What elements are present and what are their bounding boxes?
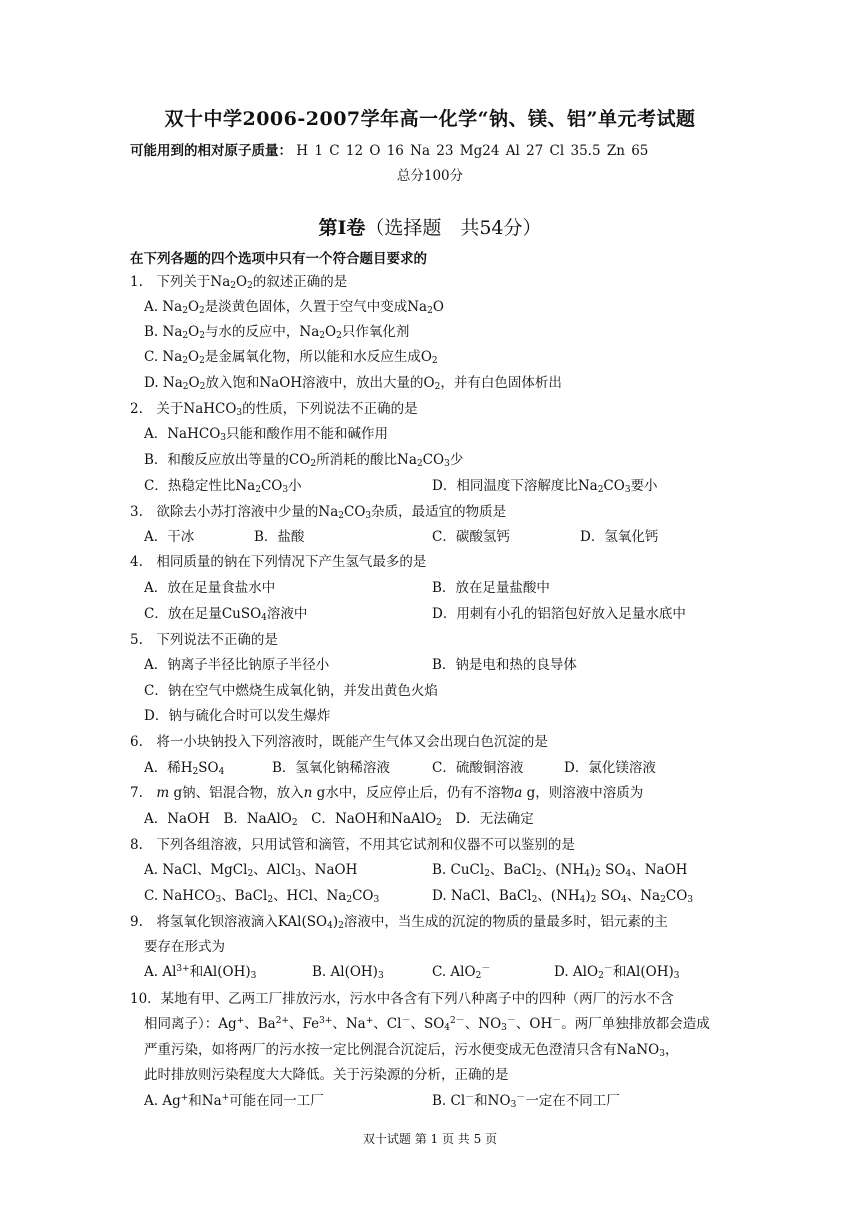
q1-option-b: B. $Na_2O_2$与水的反应中，$Na_2O_2$只作氧化剂 [144,324,410,341]
total-score: 总分100分 [396,168,464,184]
q8-options-ab: A. NaCl、MgCl$_2$、AlCl$_3$、NaOH B. CuCl$_2$、BaCl$_2$、$(NH_4)_2$ $SO_4$、NaOH [144,862,688,879]
q1-option-c: C. $Na_2O_2$是金属氧化物，所以能和水反应生成$O_2$ [144,349,438,366]
q7-options: A．NaOH B．NaAlO$_2$ C．NaOH和NaAlO$_2$ D．无法确定 [144,811,534,828]
q3-options: A．干冰 B．盐酸 C．碳酸氢钙 D．氢氧化钙 [144,529,659,545]
section-main: 第Ⅰ卷 [318,217,366,239]
q2-option-b: B．和酸反应放出等量的$CO_2$所消耗的酸比$Na_2CO_3$少 [144,452,464,469]
q5-option-c: C．钠在空气中燃烧生成氧化钠，并发出黄色火焰 [144,683,438,699]
q1-option-d: D. $Na_2O_2$放入饱和NaOH溶液中，放出大量的$O_2$，并有白色固体析出 [144,375,562,392]
exam-title: 双十中学2006-2007学年高一化学“钠、镁、铝”单元考试题 [164,108,696,130]
question-1: 1. 下列关于$Na_2O_2$的叙述正确的是 [130,274,348,291]
atomic-masses-label: 可能用到的相对原子质量： [130,143,292,159]
question-6: 6. 将一小块钠投入下列溶液时，既能产生气体又会出现白色沉淀的是 [130,734,548,750]
q5-option-d: D．钠与硫化合时可以发生爆炸 [144,708,331,724]
q5-options-ab: A．钠离子半径比钠原子半径小 B．钠是电和热的良导体 [144,657,577,673]
q1-option-a: A. $Na_2O_2$是淡黄色固体，久置于空气中变成$Na_2O$ [144,299,444,316]
question-2: 2. 关于NaHCO$_3$的性质，下列说法不正确的是 [130,401,418,418]
instruction: 在下列各题的四个选项中只有一个符合题目要求的 [130,251,427,267]
question-9-cont: 要存在形式为 [144,939,225,955]
question-8: 8. 下列各组溶液，只用试管和滴管，不用其它试剂和仪器不可以鉴别的是 [130,837,575,853]
q4-options-cd: C．放在足量CuSO$_4$溶液中 D．用刺有小孔的铝箔包好放入足量水底中 [144,606,686,623]
question-10-line2: 相同离子）：Ag+、$Ba^{2+}$、$Fe^{3+}$、Na+、Cl－、$SO_4^{2-}$、$NO_3^-$、OH－。两厂单独排放都会造成 [144,1016,710,1033]
q2-option-a: A．NaHCO$_3$只能和酸作用不能和碱作用 [144,426,389,443]
q4-options-ab: A．放在足量食盐水中 B．放在足量盐酸中 [144,580,550,596]
question-4: 4. 相同质量的钠在下列情况下产生氢气最多的是 [130,554,427,570]
section-detail: （选择题 共54分） [365,217,542,239]
q10-options-ab: A. Ag+和Na+可能在同一工厂 B. Cl－和$NO_3^-$一定在不同工厂 [144,1093,620,1110]
question-10-line4: 此时排放则污染程度大大降低。关于污染源的分析，正确的是 [144,1067,509,1083]
page-footer: 双十试题 第 1 页 共 5 页 [362,1132,498,1146]
q9-options: A. $Al^{3+}$和$Al(OH)_3$ B. $Al(OH)_3$ C. AlO$_2$－ D. AlO$_2$－和$Al(OH)_3$ [144,964,680,981]
question-3: 3. 欲除去小苏打溶液中少量的$Na_2CO_3$杂质，最适宜的物质是 [130,504,507,521]
question-10: 10．某地有甲、乙两工厂排放污水，污水中各含有下列八种离子中的四种（两厂的污水不含 [130,991,674,1007]
question-10-line3: 严重污染，如将两厂的污水按一定比例混合沉淀后，污水便变成无色澄清只含有NaNO$_3$， [144,1042,679,1059]
q2-options-cd: C．热稳定性比$Na_2CO_3$小 D．相同温度下溶解度比$Na_2CO_3$要小 [144,478,658,495]
question-5: 5. 下列说法不正确的是 [130,632,278,648]
q6-options: A．稀$H_2SO_4$ B．氢氧化钠稀溶液 C．硫酸铜溶液 D．氯化镁溶液 [144,760,656,777]
question-7: 7. m g钠、铝混合物，放入n g水中，反应停止后，仍有不溶物a g，则溶液中溶质为 [130,785,644,801]
atomic-masses-values: H 1 C 12 O 16 Na 23 Mg24 Al 27 Cl 35.5 Zn 65 [296,143,649,159]
section-heading [0,213,860,240]
question-9: 9. 将氢氧化钡溶液滴入$KAl(SO_4)_2$溶液中，当生成的沉淀的物质的量最多时，铝元素的主 [130,914,668,931]
q8-options-cd: C. NaHCO$_3$、BaCl$_2$、HCl、$Na_2CO_3$ D. NaCl、BaCl$_2$、$(NH_4)_2$ $SO_4$、$Na_2CO_3$ [144,888,693,905]
atomic-masses-line [130,139,648,159]
